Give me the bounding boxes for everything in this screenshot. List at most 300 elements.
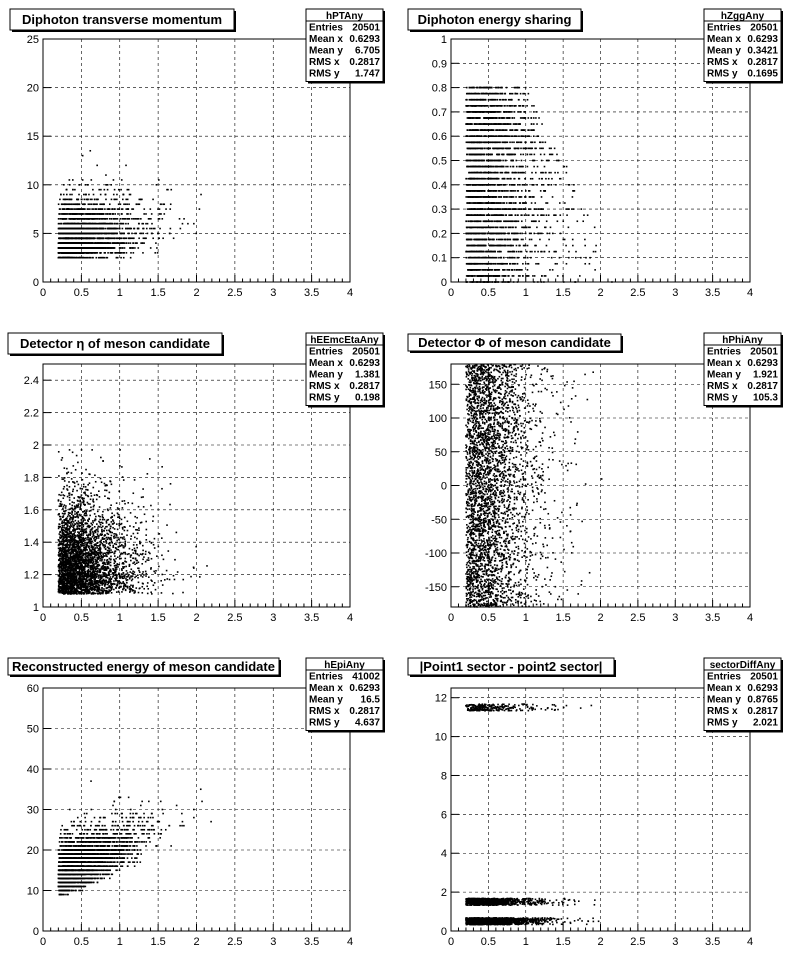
scatter-point	[87, 223, 89, 225]
scatter-point	[512, 160, 514, 162]
scatter-point	[88, 203, 90, 205]
scatter-point	[111, 228, 113, 230]
scatter-point	[97, 252, 99, 254]
scatter-point	[556, 263, 558, 265]
scatter-point	[93, 203, 95, 205]
scatter-point	[62, 247, 64, 249]
scatter-point	[101, 223, 103, 225]
scatter-point	[89, 150, 91, 152]
x-tick-label: 2	[193, 287, 200, 299]
scatter-point	[507, 166, 509, 168]
scatter-point	[531, 251, 533, 253]
scatter-point	[99, 237, 101, 239]
scatter-point	[104, 218, 106, 220]
scatter-point	[526, 251, 528, 253]
panel-hPTAny	[10, 9, 385, 299]
scatter-point	[557, 172, 559, 174]
scatter-point	[138, 199, 140, 201]
scatter-point	[486, 160, 488, 162]
scatter-point	[503, 214, 505, 216]
scatter-point	[62, 218, 64, 220]
scatter-point	[58, 218, 60, 220]
scatter-point	[79, 218, 81, 220]
scatter-point	[61, 213, 63, 215]
scatter-point	[477, 93, 479, 95]
scatter-point	[81, 218, 83, 220]
scatter-point	[573, 184, 575, 186]
scatter-point	[63, 242, 65, 244]
scatter-point	[145, 237, 147, 239]
scatter-point	[132, 242, 134, 244]
scatter-point	[97, 237, 99, 239]
scatter-point	[61, 228, 63, 230]
scatter-point	[152, 237, 154, 239]
scatter-point	[549, 154, 551, 156]
scatter-point	[116, 233, 118, 235]
scatter-point	[504, 239, 506, 241]
scatter-point	[90, 228, 92, 230]
scatter-point	[513, 269, 515, 271]
scatter-point	[500, 257, 502, 259]
scatter-point	[158, 179, 160, 181]
scatter-point	[549, 269, 551, 271]
scatter-point	[589, 263, 591, 265]
scatter-point	[485, 117, 487, 119]
scatter-point	[142, 233, 144, 235]
scatter-point	[66, 247, 68, 249]
scatter-point	[151, 213, 153, 215]
scatter-point	[482, 208, 484, 210]
scatter-point	[506, 202, 508, 204]
scatter-point	[116, 257, 118, 259]
scatter-point	[126, 203, 128, 205]
scatter-point	[75, 223, 77, 225]
scatter-point	[532, 129, 534, 131]
y-tick-label: 20	[26, 82, 39, 95]
scatter-point	[584, 245, 586, 247]
scatter-point	[79, 203, 81, 205]
scatter-point	[509, 141, 511, 143]
scatter-point	[467, 251, 469, 253]
scatter-point	[140, 218, 142, 220]
scatter-point	[107, 233, 109, 235]
scatter-point	[114, 223, 116, 225]
scatter-point	[108, 208, 110, 210]
scatter-point	[95, 223, 97, 225]
scatter-point	[127, 189, 129, 191]
scatter-point	[77, 228, 79, 230]
scatter-point	[102, 208, 104, 210]
scatter-point	[125, 165, 127, 167]
scatter-point	[93, 218, 95, 220]
scatter-point	[548, 251, 550, 253]
scatter-point	[92, 228, 94, 230]
scatter-point	[60, 223, 62, 225]
scatter-point	[127, 228, 129, 230]
scatter-point	[499, 93, 501, 95]
scatter-point	[94, 247, 96, 249]
y-tick-label: 5	[32, 228, 39, 241]
scatter-point	[502, 160, 504, 162]
scatter-point	[89, 237, 91, 239]
scatter-point	[123, 203, 125, 205]
scatter-point	[95, 228, 97, 230]
scatter-point	[120, 233, 122, 235]
x-tick-label: 3	[270, 287, 277, 299]
scatter-point	[528, 117, 530, 119]
scatter-point	[119, 228, 121, 230]
scatter-point	[121, 233, 123, 235]
scatter-point	[105, 213, 107, 215]
scatter-point	[496, 87, 498, 89]
scatter-point	[476, 87, 478, 89]
scatter-point	[541, 196, 543, 198]
scatter-point	[131, 218, 133, 220]
scatter-point	[150, 208, 152, 210]
scatter-point	[60, 237, 62, 239]
scatter-point	[82, 208, 84, 210]
scatter-point	[109, 213, 111, 215]
scatter-point	[96, 218, 98, 220]
scatter-point	[487, 148, 489, 150]
y-tick-label: 15	[26, 131, 39, 144]
stats-label: Entries	[309, 22, 343, 34]
scatter-point	[59, 199, 61, 201]
scatter-point	[499, 190, 501, 192]
stats-label: RMS y	[309, 68, 340, 80]
scatter-point	[108, 247, 110, 249]
scatter-point	[484, 208, 486, 210]
scatter-point	[58, 252, 60, 254]
scatter-point	[520, 117, 522, 119]
scatter-point	[101, 203, 103, 205]
scatter-point	[130, 252, 132, 254]
scatter-point	[65, 247, 67, 249]
scatter-point	[100, 208, 102, 210]
scatter-point	[503, 129, 505, 131]
scatter-point	[100, 257, 102, 259]
scatter-point	[478, 154, 480, 156]
scatter-point	[542, 141, 544, 143]
scatter-point	[534, 154, 536, 156]
scatter-point	[85, 228, 87, 230]
scatter-point	[81, 242, 83, 244]
scatter-point	[61, 257, 63, 259]
scatter-point	[126, 242, 128, 244]
scatter-point	[507, 239, 509, 241]
scatter-point	[502, 148, 504, 150]
scatter-point	[145, 213, 147, 215]
scatter-point	[566, 263, 568, 265]
scatter-point	[512, 263, 514, 265]
scatter-point	[69, 194, 71, 196]
scatter-point	[160, 213, 162, 215]
scatter-point	[533, 233, 535, 235]
scatter-point	[83, 203, 85, 205]
scatter-point	[144, 237, 146, 239]
scatter-point	[95, 242, 97, 244]
scatter-point	[66, 257, 68, 259]
scatter-point	[525, 87, 527, 89]
scatter-point	[93, 194, 95, 196]
scatter-point	[101, 237, 103, 239]
scatter-point	[503, 111, 505, 113]
scatter-point	[77, 208, 79, 210]
scatter-point	[505, 166, 507, 168]
scatter-point	[517, 214, 519, 216]
scatter-point	[575, 251, 577, 253]
scatter-point	[150, 247, 152, 249]
scatter-point	[501, 129, 503, 131]
scatter-point	[509, 184, 511, 186]
scatter-point	[559, 257, 561, 259]
scatter-point	[92, 223, 94, 225]
scatter-point	[59, 213, 61, 215]
scatter-point	[133, 218, 135, 220]
scatter-point	[134, 218, 136, 220]
scatter-point	[138, 223, 140, 225]
scatter-point	[557, 220, 559, 222]
scatter-point	[162, 237, 164, 239]
scatter-point	[514, 190, 516, 192]
scatter-point	[76, 257, 78, 259]
scatter-point	[128, 237, 130, 239]
scatter-point	[533, 111, 535, 113]
scatter-point	[120, 257, 122, 259]
scatter-point	[91, 199, 93, 201]
scatter-point	[116, 228, 118, 230]
scatter-point	[72, 237, 74, 239]
scatter-point	[510, 245, 512, 247]
scatter-point	[528, 214, 530, 216]
scatter-point	[131, 208, 133, 210]
scatter-point	[133, 228, 135, 230]
x-tick-label: 1	[116, 287, 123, 299]
scatter-point	[484, 172, 486, 174]
scatter-point	[123, 257, 125, 259]
scatter-point	[74, 247, 76, 249]
scatter-point	[523, 99, 525, 101]
scatter-point	[485, 178, 487, 180]
scatter-point	[515, 214, 517, 216]
scatter-point	[70, 208, 72, 210]
scatter-point	[75, 233, 77, 235]
scatter-point	[112, 252, 114, 254]
scatter-point	[79, 237, 81, 239]
scatter-point	[125, 208, 127, 210]
scatter-point	[123, 194, 125, 196]
scatter-point	[548, 214, 550, 216]
scatter-point	[538, 220, 540, 222]
scatter-point	[103, 237, 105, 239]
scatter-point	[105, 237, 107, 239]
scatter-point	[105, 233, 107, 235]
scatter-point	[59, 257, 61, 259]
scatter-point	[64, 203, 66, 205]
scatter-point	[550, 172, 552, 174]
scatter-point	[73, 252, 75, 254]
scatter-point	[518, 148, 520, 150]
scatter-point	[547, 202, 549, 204]
stats-value: 20501	[352, 22, 380, 34]
scatter-point	[63, 252, 65, 254]
scatter-point	[523, 208, 525, 210]
scatter-point	[112, 233, 114, 235]
scatter-point	[130, 228, 132, 230]
scatter-point	[552, 233, 554, 235]
scatter-point	[173, 237, 175, 239]
scatter-point	[480, 129, 482, 131]
scatter-point	[512, 166, 514, 168]
stats-value: 0.2817	[349, 57, 380, 68]
scatter-point	[137, 228, 139, 230]
scatter-point	[541, 178, 543, 180]
scatter-point	[98, 242, 100, 244]
scatter-point	[104, 247, 106, 249]
scatter-point	[94, 213, 96, 215]
scatter-point	[109, 233, 111, 235]
scatter-point	[490, 214, 492, 216]
scatter-point	[546, 214, 548, 216]
scatter-point	[501, 233, 503, 235]
scatter-point	[126, 213, 128, 215]
scatter-point	[69, 218, 71, 220]
scatter-point	[73, 218, 75, 220]
scatter-point	[98, 257, 100, 259]
scatter-point	[548, 178, 550, 180]
scatter-point	[71, 194, 73, 196]
scatter-point	[519, 233, 521, 235]
scatter-point	[517, 111, 519, 113]
scatter-point	[72, 213, 74, 215]
scatter-point	[165, 208, 167, 210]
scatter-point	[484, 148, 486, 150]
scatter-point	[82, 155, 84, 157]
scatter-point	[467, 269, 469, 271]
scatter-point	[83, 257, 85, 259]
scatter-point	[501, 275, 503, 277]
scatter-point	[64, 199, 66, 201]
scatter-point	[532, 141, 534, 143]
scatter-point	[121, 242, 123, 244]
scatter-point	[131, 247, 133, 249]
scatter-point	[568, 208, 570, 210]
scatter-point	[143, 213, 145, 215]
scatter-point	[154, 252, 156, 254]
scatter-point	[70, 257, 72, 259]
scatter-point	[85, 194, 87, 196]
scatter-point	[99, 223, 101, 225]
scatter-point	[495, 129, 497, 131]
scatter-point	[130, 237, 132, 239]
scatter-point	[555, 263, 557, 265]
scatter-point	[111, 218, 113, 220]
scatter-point	[498, 87, 500, 89]
scatter-point	[65, 257, 67, 259]
scatter-point	[122, 247, 124, 249]
scatter-point	[503, 269, 505, 271]
scatter-point	[96, 208, 98, 210]
scatter-point	[555, 251, 557, 253]
scatter-point	[482, 190, 484, 192]
scatter-point	[180, 228, 182, 230]
scatter-point	[73, 228, 75, 230]
scatter-point	[129, 194, 131, 196]
scatter-point	[465, 220, 467, 222]
scatter-point	[499, 111, 501, 113]
scatter-point	[74, 189, 76, 191]
scatter-point	[506, 105, 508, 107]
scatter-point	[109, 203, 111, 205]
scatter-point	[88, 233, 90, 235]
scatter-point	[158, 237, 160, 239]
scatter-point	[470, 245, 472, 247]
scatter-point	[568, 227, 570, 229]
scatter-point	[59, 208, 61, 210]
scatter-point	[169, 233, 171, 235]
scatter-point	[572, 239, 574, 241]
scatter-point	[503, 257, 505, 259]
scatter-point	[90, 233, 92, 235]
scatter-point	[121, 179, 123, 181]
scatter-point	[77, 218, 79, 220]
scatter-point	[552, 196, 554, 198]
scatter-point	[170, 189, 172, 191]
scatter-point	[560, 233, 562, 235]
y-tick-label: 10	[26, 179, 39, 192]
scatter-point	[475, 227, 477, 229]
stats-value: 1.747	[354, 68, 380, 80]
scatter-point	[117, 228, 119, 230]
scatter-point	[86, 252, 88, 254]
scatter-point	[92, 257, 94, 259]
scatter-point	[70, 228, 72, 230]
scatter-point	[85, 237, 87, 239]
scatter-point	[158, 233, 160, 235]
scatter-point	[76, 199, 78, 201]
scatter-point	[62, 228, 64, 230]
scatter-point	[68, 242, 70, 244]
scatter-point	[123, 252, 125, 254]
scatter-point	[130, 242, 132, 244]
scatter-point	[533, 135, 535, 137]
scatter-point	[124, 247, 126, 249]
scatter-point	[507, 141, 509, 143]
scatter-point	[87, 242, 89, 244]
scatter-point	[66, 194, 68, 196]
scatter-point	[556, 160, 558, 162]
scatter-point	[151, 228, 153, 230]
scatter-point	[525, 135, 527, 137]
scatter-point	[513, 141, 515, 143]
scatter-point	[103, 247, 105, 249]
scatter-point	[506, 111, 508, 113]
scatter-point	[84, 233, 86, 235]
scatter-point	[170, 203, 172, 205]
scatter-point	[117, 218, 119, 220]
scatter-point	[65, 218, 67, 220]
scatter-point	[70, 199, 72, 201]
scatter-point	[117, 252, 119, 254]
scatter-point	[508, 245, 510, 247]
scatter-point	[541, 275, 543, 277]
scatter-point	[537, 263, 539, 265]
scatter-point	[66, 189, 68, 191]
scatter-point	[532, 214, 534, 216]
scatter-point	[535, 172, 537, 174]
scatter-point	[528, 93, 530, 95]
scatter-point	[62, 203, 64, 205]
